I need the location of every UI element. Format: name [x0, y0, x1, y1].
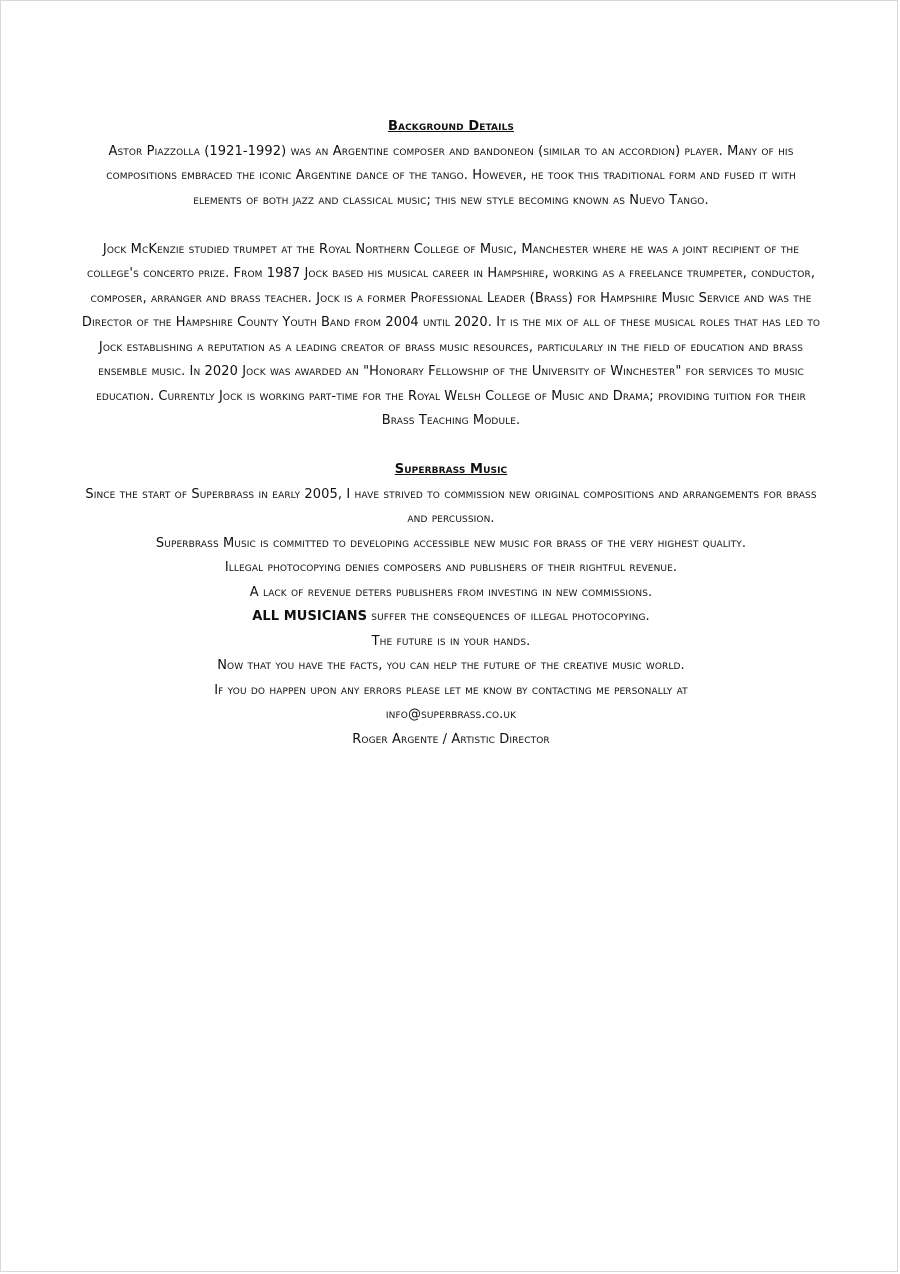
background-paragraph-piazzolla: Astor Piazzolla (1921-1992) was an Argentine composer and bandoneon (similar to an accordion) player. Many of his compositions embraced the iconic Argentine dance of the tango. However, he took this traditional form and fused it with elements of both jazz and classical music; this new style becoming known as Nuevo Tango.: [106, 143, 796, 208]
background-heading: Background Details: [388, 119, 514, 134]
superbrass-line-facts: Now that you have the facts, you can help the future of the creative music world.: [217, 658, 685, 673]
document-content: [81, 115, 821, 752]
section-spacer: [81, 434, 821, 459]
paragraph-spacer: [81, 213, 821, 238]
superbrass-line-errors: If you do happen upon any errors please let me know by contacting me personally at: [214, 682, 688, 698]
contact-email: info@superbrass.co.uk: [385, 707, 517, 722]
superbrass-heading: Superbrass Music: [394, 462, 508, 477]
superbrass-line-revenue: A lack of revenue deters publishers from investing in new commissions.: [249, 584, 653, 600]
musicians-consequence-text: suffer the consequences of illegal photocopying.: [367, 609, 650, 624]
signature: Roger Argente / Artistic Director: [352, 731, 550, 747]
all-musicians-emphasis: ALL MUSICIANS: [252, 609, 368, 624]
background-paragraph-mckenzie: Jock McKenzie studied trumpet at the Royal Northern College of Music, Manchester where he was a joint recipient of the college's concerto prize. From 1987 Jock based his musical career in Hampshire, working as a freelance trumpeter, conductor, composer, arranger and brass teacher. Jock is a former Professional Leader (Brass) for Hampshire Music Service and was the Director of the Hampshire County Youth Band from 2004 until 2020. It is the mix of all of these musical roles that has led to Jock establishing a reputation as a leading creator of brass music resources, particularly in the field of education and brass ensemble music. In 2020 Jock was awarded an "Honorary Fellowship of the University of Winchester" for services to music education. Currently Jock is working part-time for the Royal Welsh College of Music and Drama; providing tuition for their Brass Teaching Module.: [81, 241, 821, 428]
superbrass-line-musicians: [81, 605, 821, 630]
superbrass-line-illegal: Illegal photocopying denies composers and publishers of their rightful revenue.: [224, 560, 678, 575]
superbrass-line-future: The future is in your hands.: [371, 633, 531, 649]
superbrass-line-commitment: Superbrass Music is committed to developing accessible new music for brass of the very highest quality.: [155, 535, 747, 551]
superbrass-line-commission: Since the start of Superbrass in early 2005, I have strived to commission new original compositions and arrangements for brass and percussion.: [85, 486, 817, 526]
